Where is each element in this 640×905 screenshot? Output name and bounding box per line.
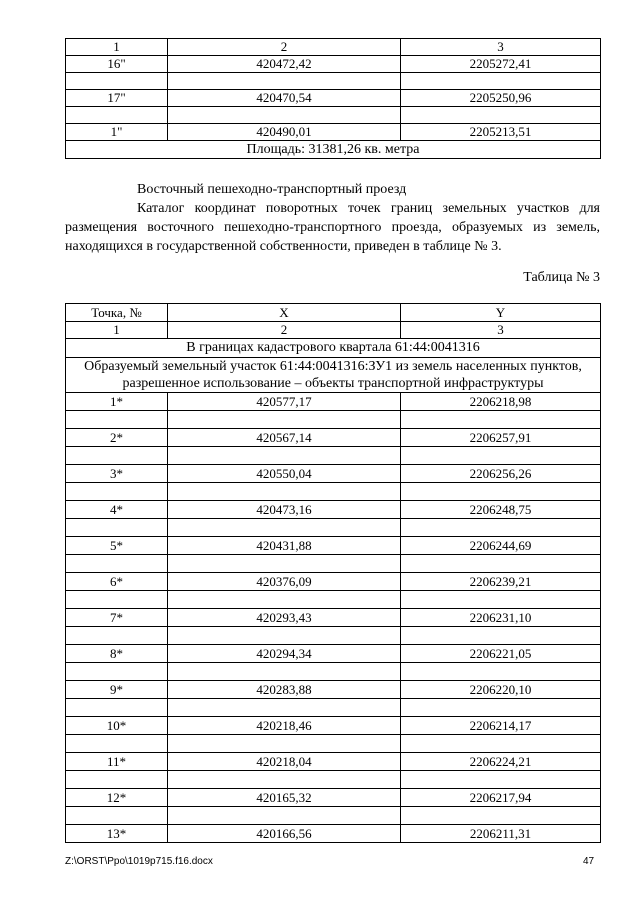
empty-row [66, 627, 601, 645]
y-cell: 2206217,94 [401, 789, 601, 807]
y-cell: 2206239,21 [401, 573, 601, 591]
point-cell: 2* [66, 429, 168, 447]
section-title: Восточный пешеходно-транспортный проезд [137, 182, 407, 197]
footer-file-path: Z:\ORST\Ppo\1019p715.f16.docx [65, 856, 213, 867]
table-row [66, 124, 601, 141]
x-cell: 420376,09 [168, 573, 401, 591]
x-cell: 420567,14 [168, 429, 401, 447]
x-cell: 420473,16 [168, 501, 401, 519]
empty-row [66, 771, 601, 789]
table-row [66, 681, 601, 699]
empty-row [66, 591, 601, 609]
area-cell: Площадь: 31381,26 кв. метра [66, 141, 601, 159]
empty-row [66, 663, 601, 681]
point-header: Точка, № [66, 304, 168, 322]
table-row [66, 573, 601, 591]
x-cell: 420470,54 [168, 90, 401, 107]
y-cell: 2206257,91 [401, 429, 601, 447]
table3-header-row [66, 304, 601, 322]
section-paragraph: Каталог координат поворотных точек границ земельных участков для размещения восточного пешеходно-транспортного проезда, образуемых из земель, находящихся в государственной собственности, приведен в таблице № 3. [65, 201, 600, 254]
x-cell: 420166,56 [168, 825, 401, 843]
point-cell: 5* [66, 537, 168, 555]
table3-body [66, 304, 601, 393]
empty-row [66, 447, 601, 465]
coordinates-table-3 [65, 303, 601, 843]
y-cell: 2205213,51 [401, 124, 601, 141]
x-cell: 420431,88 [168, 537, 401, 555]
point-cell: 7* [66, 609, 168, 627]
table-row [66, 537, 601, 555]
empty-row [66, 483, 601, 501]
point-cell: 12* [66, 789, 168, 807]
column-number: 2 [168, 322, 401, 339]
table1-header-cell: 3 [401, 39, 601, 56]
y-cell: 2206220,10 [401, 681, 601, 699]
y-cell: 2206211,31 [401, 825, 601, 843]
table-row [66, 56, 601, 73]
table3-data-body [66, 393, 601, 843]
point-cell: 11* [66, 753, 168, 771]
table-row [66, 501, 601, 519]
y-cell: 2206218,98 [401, 393, 601, 411]
x-cell: 420472,42 [168, 56, 401, 73]
table1-header-row [66, 39, 601, 56]
y-cell: 2206256,26 [401, 465, 601, 483]
point-cell: 3* [66, 465, 168, 483]
area-row [66, 141, 601, 159]
quarter-row [66, 339, 601, 358]
table-row [66, 465, 601, 483]
y-cell: 2206221,05 [401, 645, 601, 663]
y-cell: 2206248,75 [401, 501, 601, 519]
y-cell: 2206231,10 [401, 609, 601, 627]
column-number: 1 [66, 322, 168, 339]
table1-header-cell: 1 [66, 39, 168, 56]
table1-header-cell: 2 [168, 39, 401, 56]
empty-row [66, 699, 601, 717]
table-row [66, 393, 601, 411]
x-cell: 420294,34 [168, 645, 401, 663]
y-cell: 2206214,17 [401, 717, 601, 735]
empty-row [66, 107, 601, 124]
table-row [66, 717, 601, 735]
table-row [66, 429, 601, 447]
empty-row [66, 555, 601, 573]
point-cell: 1" [66, 124, 168, 141]
point-cell: 13* [66, 825, 168, 843]
point-cell: 8* [66, 645, 168, 663]
column-number: 3 [401, 322, 601, 339]
x-cell: 420218,46 [168, 717, 401, 735]
table-row [66, 753, 601, 771]
parcel-cell: Образуемый земельный участок 61:44:0041316:ЗУ1 из земель населенных пунктов, разрешенное использование – объекты транспортной инфраструктуры [66, 358, 601, 393]
empty-row [66, 519, 601, 537]
x-cell: 420218,04 [168, 753, 401, 771]
table3-column-numbers-row [66, 322, 601, 339]
page-number: 47 [583, 856, 595, 867]
point-cell: 17" [66, 90, 168, 107]
point-cell: 9* [66, 681, 168, 699]
empty-row [66, 411, 601, 429]
x-cell: 420283,88 [168, 681, 401, 699]
y-cell: 2206224,21 [401, 753, 601, 771]
x-cell: 420293,43 [168, 609, 401, 627]
point-cell: 4* [66, 501, 168, 519]
point-cell: 1* [66, 393, 168, 411]
table-label: Таблица № 3 [523, 270, 600, 285]
x-cell: 420165,32 [168, 789, 401, 807]
y-cell: 2205250,96 [401, 90, 601, 107]
x-header: X [168, 304, 401, 322]
table-row [66, 825, 601, 843]
y-cell: 2206244,69 [401, 537, 601, 555]
empty-row [66, 735, 601, 753]
quarter-cell: В границах кадастрового квартала 61:44:0041316 [66, 339, 601, 358]
x-cell: 420577,17 [168, 393, 401, 411]
point-cell: 10* [66, 717, 168, 735]
y-cell: 2205272,41 [401, 56, 601, 73]
x-cell: 420490,01 [168, 124, 401, 141]
x-cell: 420550,04 [168, 465, 401, 483]
y-header: Y [401, 304, 601, 322]
table-row [66, 645, 601, 663]
point-cell: 16" [66, 56, 168, 73]
empty-row [66, 73, 601, 90]
table-row [66, 90, 601, 107]
empty-row [66, 807, 601, 825]
table-row [66, 789, 601, 807]
table-row [66, 609, 601, 627]
table1-body [66, 39, 601, 159]
parcel-row [66, 358, 601, 393]
point-cell: 6* [66, 573, 168, 591]
coordinates-table-continued [65, 38, 601, 159]
